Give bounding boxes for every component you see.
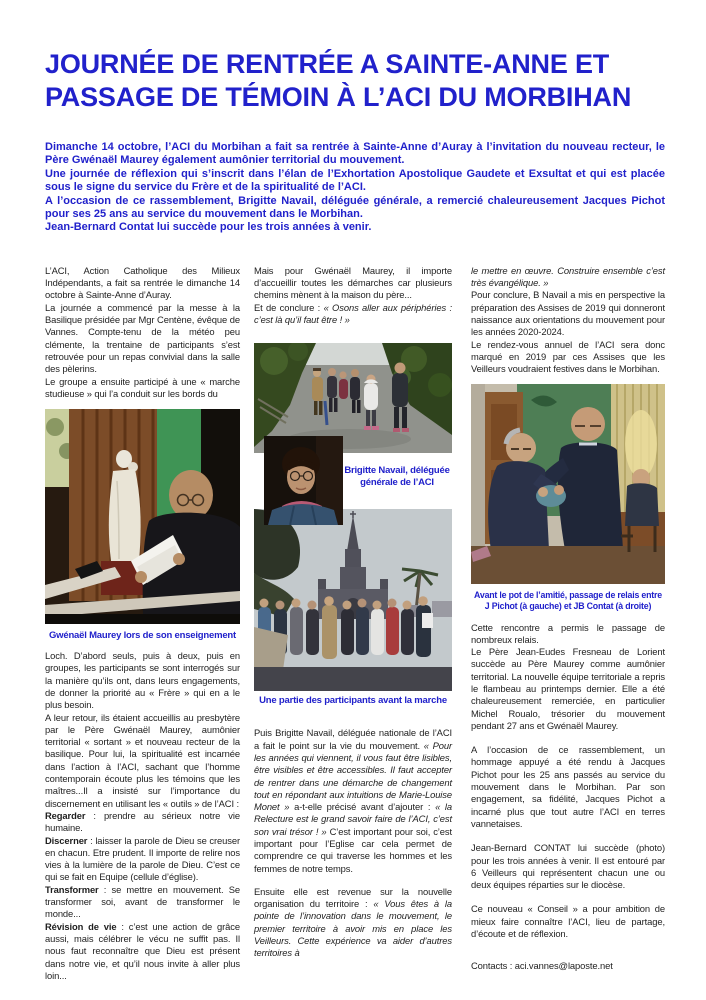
contact-line: Contacts : aci.vannes@laposte.net — [471, 960, 613, 972]
photo-brigitte-navail — [264, 436, 343, 525]
page-title — [45, 0, 665, 114]
body-paragraph: Cette rencontre a permis le passage de nombreux relais. — [471, 621, 665, 645]
term-transformer: Transformer — [45, 883, 99, 895]
body-paragraph: Discerner : laisser la parole de Dieu se creuser en chacun. Etre prudent. Il importe de relire nos vies à la lumière de la parole de Dieu. C’est ce qui se fait en Equipe (cellule d’église). — [45, 834, 240, 883]
title-line-1: JOURNÉE DE RENTRÉE A SAINTE-ANNE ET — [45, 49, 610, 79]
column-center — [254, 265, 452, 960]
body-paragraph: Transformer : se mettre en mouvement. Se transformer soi, avant de transformer le monde... — [45, 883, 240, 920]
intro-section — [45, 141, 665, 235]
body-paragraph: Le Père Jean-Eudes Fresneau de Lorient succède au Père Maurey comme aumônier territorial. La nouvelle équipe territoriale a repris le flambeau au printemps dernier. Elle a été chaleureusement remerciée, en particulier Michel Roualo, trésorier du mouvement pendant 27 ans et Gwénaël Maurey. — [471, 646, 665, 731]
intro-paragraph: Une journée de réflexion qui s’inscrit dans l’élan de l’Exhortation Apostolique Gaudete et Exsultat et qui est placée sous le signe du service du Frère et de la spiritualité de l’ACI. — [45, 167, 665, 194]
body-paragraph: Pour conclure, B Navail a mis en perspective la préparation des Assises de 2019 qui donneront naissance aux orientations du mouvement pour les années 2020-2024. — [471, 289, 665, 338]
body-paragraph: A leur retour, ils étaient accueillis au presbytère par le Père Gwénaël Maurey, aumônier territorial « sortant » et nouveau recteur de la basilique. Pour lui, la spiritualité est incarnée dans l’action à l’ACI, sachant que l’homme contemporain écoute plus les témoins que les maîtres...Il a insisté sur l’importance du discernement en utilisant les « outils » de l’ACI : — [45, 711, 240, 809]
body-paragraph: Révision de vie : c’est une action de grâce aussi, mais célébrer le vécu ne suffit pas. Il nous faut reconnaître que Dieu est présent dans notre vie, et qu’il nous invite à aller plus loin... — [45, 920, 241, 981]
body-paragraph: Et de conclure : « Osons aller aux périphéries : c’est là qu’il faut être ! » — [254, 301, 452, 326]
article-columns — [45, 265, 665, 982]
body-paragraph: Regarder : prendre au sérieux notre vie humaine. — [45, 809, 240, 834]
photo-passage-relais — [471, 384, 665, 584]
column-right — [471, 265, 665, 973]
column-left — [45, 265, 240, 982]
body-paragraph: Jean-Bernard CONTAT lui succède (photo) pour les trois années à venir. Il est entouré par 6 Veilleurs qui représentent chacun une ou deux équipes réparties sur le diocèse. — [471, 842, 665, 891]
photo-cluster — [254, 343, 452, 691]
term-regarder: Regarder — [45, 809, 86, 821]
photo-caption-navail: Brigitte Navail, déléguée générale de l’ACI — [344, 465, 450, 489]
body-paragraph: Le rendez-vous annuel de l’ACI sera donc marqué en 2019 par ces Assises que les Veilleurs voudraient festives dans le Morbihan. — [471, 338, 665, 375]
photo-caption-marche: Une partie des participants avant la marche — [259, 695, 447, 707]
body-paragraph: La journée a commencé par la messe à la Basilique présidée par Mgr Centène, évêque de Vannes. Compte-tenu de la météo peu clémente, la trentaine de participants s’est retrouvée pour un repas convivial dans la salle des pèlerins. — [45, 301, 240, 375]
body-paragraph: Le groupe a ensuite participé à une « marche studieuse » qui l’a conduit sur les bords du — [45, 375, 240, 399]
photo-caption-passage-relais: Avant le pot de l’amitié, passage de relais entre J Pichot (à gauche) et JB Contat (à droite) — [474, 589, 662, 612]
term-revision-de-vie: Révision de vie — [45, 920, 117, 932]
body-paragraph: Ensuite elle est revenue sur la nouvelle organisation du territoire : « Vous êtes à la pointe de l’innovation dans le mouvement, le premier territoire à avoir mis en place les Veilleurs. Cette expérience va aider d’autres territoires à — [254, 885, 452, 959]
body-paragraph: Puis Brigitte Navail, déléguée nationale de l’ACI a fait le point sur la vie du mouvement. « Pour les années qui viennent, il vous faut être lisibles, être visibles et être accessibles. Il faut accepter de rentrer dans une démarche de changement tout en répondant aux intuitions de Marie-Louise Monet » a-t-elle précisé avant d’ajouter : « la Relecture est le grand savoir faire de l’ACI, c’est son vrai trésor ! » C’est important pour soi, c’est important pour l’Eglise car cela permet de comprendre ce qui traverse les hommes et les femmes de notre temps. — [254, 727, 452, 874]
body-paragraph: Mais pour Gwénaël Maurey, il importe d’accueillir toutes les démarches car plusieurs chemins mènent à la maison du père... — [254, 264, 452, 301]
intro-paragraph: Jean-Bernard Contat lui succède pour les trois années à venir. — [45, 221, 372, 234]
term-discerner: Discerner — [45, 834, 88, 846]
body-paragraph: Ce nouveau « Conseil » a pour ambition de mieux faire connaître l’ACI, lieu de partage, d’écoute et de réflexion. — [471, 903, 665, 940]
body-paragraph: L’ACI, Action Catholique des Milieux Indépendants, a fait sa rentrée le dimanche 14 octobre à Sainte-Anne d’Auray. — [45, 264, 240, 301]
body-paragraph: le mettre en œuvre. Construire ensemble c’est très évangélique. » — [471, 264, 665, 289]
photo-basilique-groupe — [254, 509, 452, 691]
title-line-2: PASSAGE DE TÉMOIN À L’ACI DU MORBIHAN — [45, 82, 632, 112]
body-paragraph: Loch. D’abord seuls, puis à deux, puis en groupes, les participants se sont interrogés sur la manière qu’ils ont, dans leurs engagements, de donner la priorité au « Frère » qui en a le plus besoin. — [45, 650, 240, 711]
body-paragraph: A l’occasion de ce rassemblement, un hommage appuyé a été rendu à Jacques Pichot pour les 25 ans passés au service du mouvement dans le Morbihan. Par son engagement, sa fidélité, Jacques Pichot a incarné plus que tout autre l’ACI en terres vannetaises. — [471, 744, 665, 829]
photo-enseignement — [45, 409, 240, 624]
photo-caption-enseignement: Gwénaël Maurey lors de son enseignement — [48, 630, 236, 642]
intro-paragraph: Dimanche 14 octobre, l’ACI du Morbihan a fait sa rentrée à Sainte-Anne d’Auray à l’invitation du nouveau recteur, le Père Gwénaël Maurey également aumônier territorial du mouvement. — [45, 141, 665, 167]
intro-paragraph: A l’occasion de ce rassemblement, Brigitte Navail, déléguée générale, a remercié chaleureusement Jacques Pichot pour ses 25 ans au service du mouvement dans le Morbihan. — [45, 194, 665, 221]
